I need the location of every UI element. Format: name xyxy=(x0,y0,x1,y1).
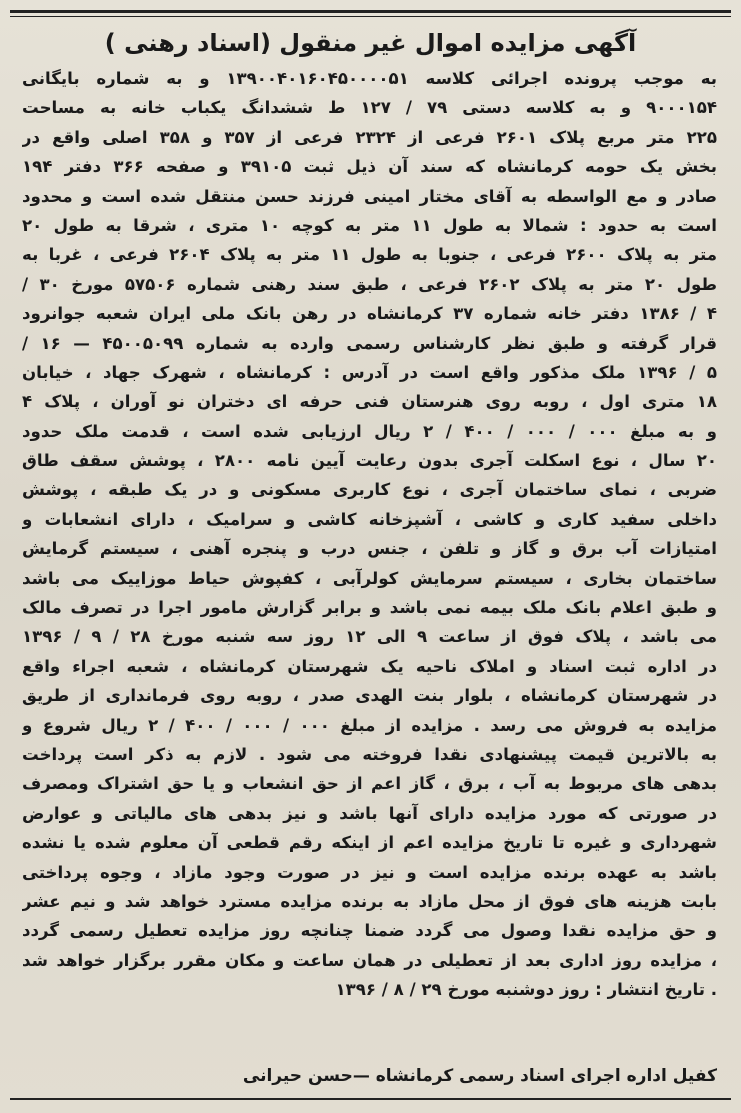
notice-body-line: متر به پلاک ۲۶۰۰ فرعی ، جنوبا به طول ۱۱ متر به پلاک ۲۶۰۴ فرعی ، غربا به xyxy=(22,245,717,265)
notice-body-line: ساختمان بخاری ، سیستم سرمایش کولرآبی ، کفپوش حیاط موزاییک می باشد xyxy=(22,568,717,588)
notice-signature: کفیل اداره اجرای اسناد رسمی کرمانشاه —حسن حیرانی xyxy=(242,1066,717,1086)
notice-body-line: ۵ / ۱۳۹۶ ملک مذکور واقع است در آدرس : کرمانشاه ، شهرک جهاد ، خیابان xyxy=(22,362,717,382)
notice-body-line: ضربی ، نمای ساختمان آجری ، نوع کاربری مسکونی و در یک طبقه ، پوشش xyxy=(22,480,717,500)
notice-body-line: و حق مزایده نقدا وصول می گردد ضمنا چنانچه روز مزایده تعطیل رسمی گردد xyxy=(22,921,717,941)
top-border-thin-rule xyxy=(10,16,731,17)
notice-body-line: داخلی سفید کاری و کاشی ، آشپزخانه کاشی و سرامیک ، دارای انشعابات و xyxy=(22,509,717,529)
notice-body-line: ۹۰۰۰۱۵۴ و به کلاسه دستی ۷۹ / ۱۲۷ ط ششدانگ یکباب خانه به مساحت xyxy=(22,98,717,118)
notice-body-line: به بالاترین قیمت پیشنهادی نقدا فروخته می شود . لازم به ذکر است پرداخت xyxy=(22,744,717,764)
notice-body-line: در شهرستان کرمانشاه ، بلوار بنت الهدی صدر ، روبه روی فرمانداری از طریق xyxy=(22,686,717,706)
notice-body-line: ۲۰ سال ، نوع اسکلت آجری بدون رعایت آیین نامه ۲۸۰۰ ، پوشش سقف طاق xyxy=(22,451,717,471)
notice-body-line: امتیازات آب برق و گاز و تلفن ، جنس درب و پنجره آهنی ، سیستم گرمایش xyxy=(22,539,717,559)
notice-body-line: ، مزایده روز اداری بعد از تعطیلی در همان ساعت و مکان مقرر برگزار خواهد شد xyxy=(22,950,717,970)
notice-body-line: است به حدود : شمالا به طول ۱۱ متر به کوچه ۱۰ متری ، شرقا به طول ۲۰ xyxy=(22,215,717,235)
notice-body-line: صادر و مع الواسطه به آقای مختار امینی فرزند حسن منتقل شده است و محدود xyxy=(22,186,717,206)
notice-body-line: در اداره ثبت اسناد و املاک ناحیه یک شهرستان کرمانشاه ، شعبه اجراء واقع xyxy=(22,656,717,676)
notice-body-line: شهرداری و غیره تا تاریخ مزایده اعم از اینکه رقم قطعی آن معلوم شده یا نشده xyxy=(22,833,717,853)
notice-body-line: بخش یک حومه کرمانشاه که سند آن ذیل ثبت ۳۹۱۰۵ و صفحه ۳۶۶ دفتر ۱۹۴ xyxy=(22,157,717,177)
notice-body-line: . تاریخ انتشار : روز دوشنبه مورخ ۲۹ / ۸ / ۱۳۹۶ xyxy=(335,980,717,1000)
notice-body-line: و به مبلغ ۰۰۰ / ۰۰۰ / ۴۰۰ / ۲ ریال ارزیابی شده است ، قدمت ملک حدود xyxy=(22,421,717,441)
notice-body-line: ۴ / ۱۳۸۶ دفتر خانه شماره ۳۷ کرمانشاه در رهن بانک ملی ایران شعبه جوانرود xyxy=(22,304,717,324)
notice-body-line: ۱۸ متری اول ، روبه روی هنرستان فنی حرفه ای دختران نو آوران ، پلاک ۴ xyxy=(22,392,717,412)
notice-body xyxy=(22,64,717,1005)
notice-body-line: بابت هزینه های فوق از محل مازاد به برنده مزایده مسترد خواهد شد و نیم عشر xyxy=(22,891,717,911)
notice-body-line: و طبق اعلام بانک ملک بیمه نمی باشد و برابر گزارش مامور اجرا در تصرف مالک xyxy=(22,598,717,618)
notice-body-line: بدهی های مربوط به آب ، برق ، گاز اعم از حق انشعاب و یا حق اشتراک ومصرف xyxy=(22,774,717,794)
notice-body-line: در صورتی که مورد مزایده دارای آنها باشد و نیز بدهی های مالیاتی و عوارض xyxy=(22,803,717,823)
notice-body-line: مزایده به فروش می رسد . مزایده از مبلغ ۰۰۰ / ۰۰۰ / ۴۰۰ / ۲ ریال شروع و xyxy=(22,715,717,735)
bottom-border-rule xyxy=(10,1098,731,1100)
notice-body-line: قرار گرفته و طبق نظر کارشناس رسمی وارده به شماره ۴۵۰۰۵۰۹۹ — ۱۶ / xyxy=(22,333,717,353)
notice-body-line: باشد به عهده برنده مزایده است و نیز در صورت وجود مازاد ، وجوه پرداختی xyxy=(22,862,717,882)
notice-body-line: ۲۲۵ متر مربع پلاک ۲۶۰۱ فرعی از ۲۳۲۴ فرعی از ۳۵۷ و ۳۵۸ اصلی واقع در xyxy=(22,127,717,147)
notice-body-line: می باشد ، پلاک فوق از ساعت ۹ الی ۱۲ روز سه شنبه مورخ ۲۸ / ۹ / ۱۳۹۶ xyxy=(22,627,717,647)
notice-body-line: طول ۲۰ متر به پلاک ۲۶۰۲ فرعی ، طبق سند رهنی شماره ۵۷۵۰۶ مورخ ۳۰ / xyxy=(22,274,717,294)
notice-body-line: به موجب پرونده اجرائی کلاسه ۱۳۹۰۰۴۰۱۶۰۴۵۰۰۰۰۵۱ و به شماره بایگانی xyxy=(22,69,717,88)
top-border-rule xyxy=(10,10,731,13)
notice-title: آگهی مزایده اموال غیر منقول (اسناد رهنی ) xyxy=(104,29,637,57)
